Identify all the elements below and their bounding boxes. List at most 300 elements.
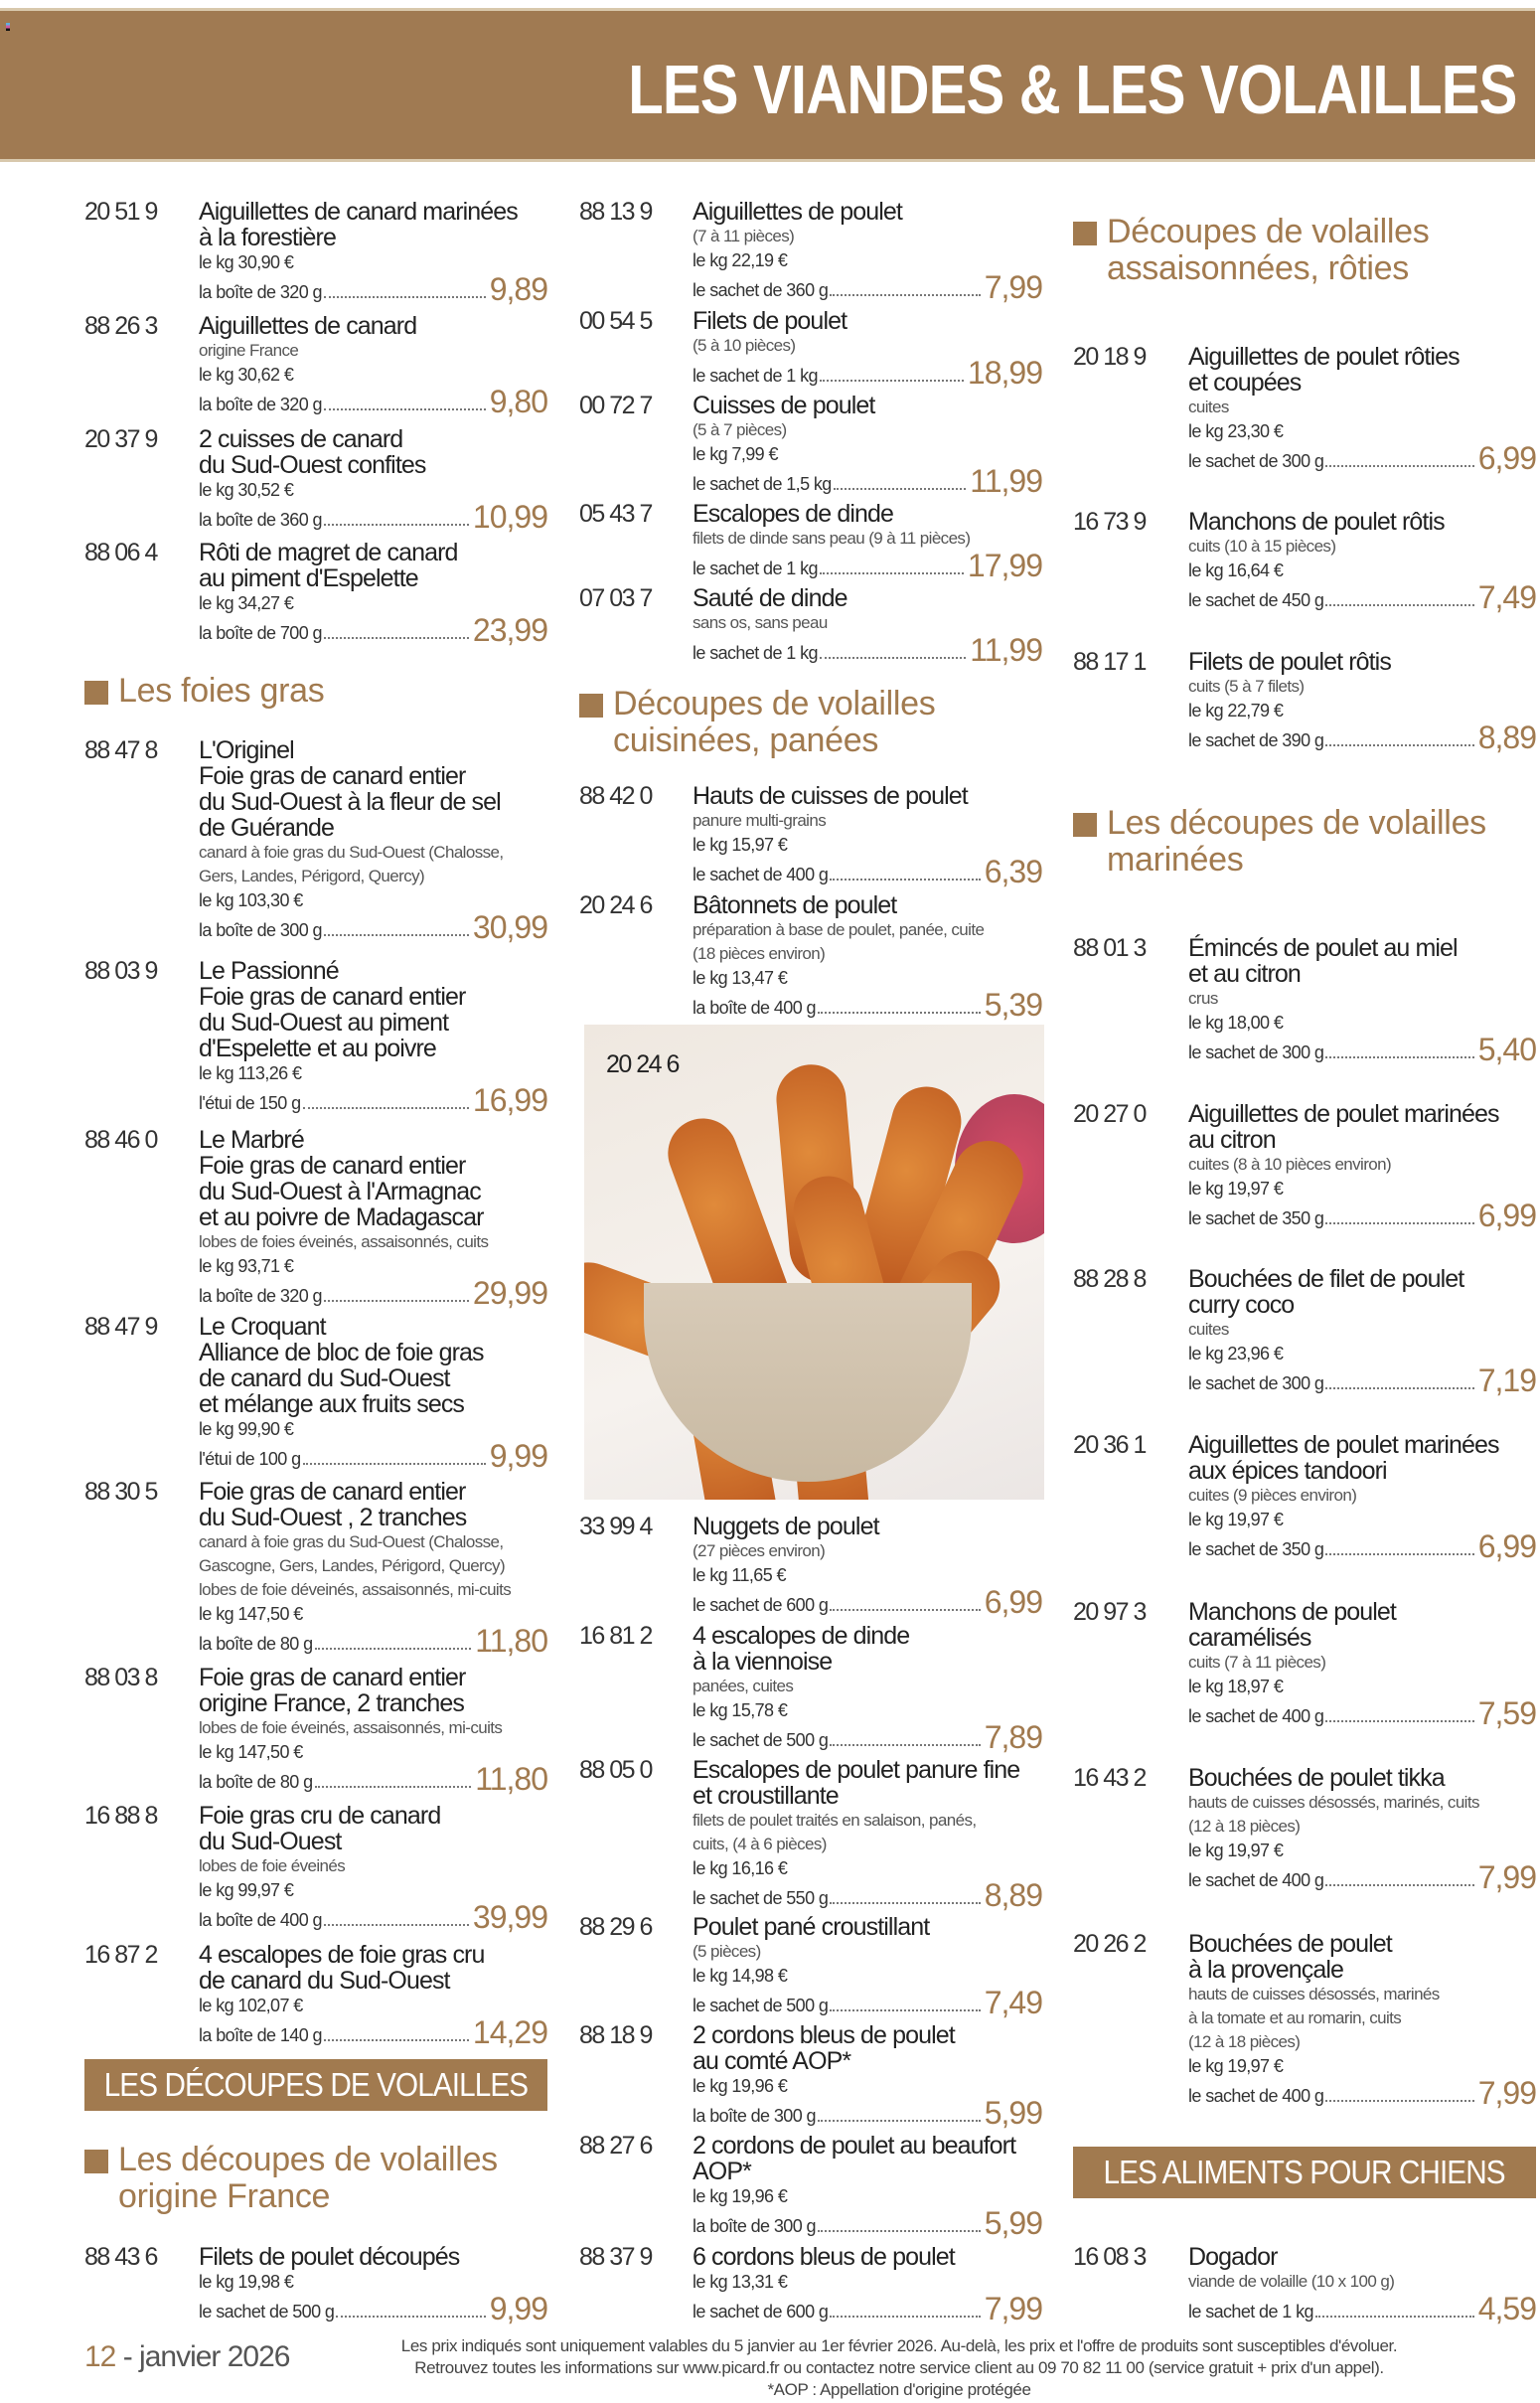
product-name: Émincés de poulet au miel et au citron (1188, 934, 1458, 988)
price-per-kg: le kg 16,16 € (693, 1858, 788, 1878)
product-body (693, 500, 1042, 583)
unit-price-row (1188, 720, 1536, 755)
dot-leader (1325, 1222, 1473, 1224)
dot-leader (324, 2039, 469, 2041)
product-name: Filets de poulet (693, 307, 847, 335)
package-size: le sachet de 450 g (1188, 590, 1324, 610)
product-name: Le Passionné Foie gras de canard entier du Sud-Ouest au piment d'Espelette et au poivre (199, 957, 466, 1062)
product-body (693, 2243, 1042, 2326)
product-price: 6,99 (1477, 1528, 1536, 1564)
dot-leader (303, 1107, 469, 1109)
product-body (1188, 1930, 1536, 2111)
unit-price-row (1188, 1198, 1536, 1233)
product-price: 7,49 (1477, 579, 1536, 615)
price-per-kg: le kg 147,50 € (199, 1742, 303, 1762)
product-body (1188, 1100, 1536, 1233)
price-per-kg: le kg 23,30 € (1188, 421, 1284, 441)
product-price: 10,99 (472, 499, 547, 535)
price-per-kg: le kg 147,50 € (199, 1604, 303, 1624)
product-body (1188, 934, 1536, 1067)
price-per-kg: le kg 15,78 € (693, 1700, 788, 1720)
product-detail: cuites (1188, 1320, 1229, 1339)
dot-leader (830, 1902, 980, 1904)
package-size: la boîte de 320 g (199, 395, 322, 414)
product-name: Aiguillettes de poulet marinées aux épices tandoori (1188, 1431, 1499, 1485)
unit-price-row (199, 2014, 547, 2050)
product-code: 07 03 7 (579, 584, 652, 612)
product-detail: lobes de foies éveinés, assaisonnés, cuits (199, 1232, 489, 1251)
dot-leader (830, 2316, 980, 2318)
product-code: 16 43 2 (1073, 1764, 1146, 1792)
unit-price-row (1188, 1362, 1536, 1398)
bowl (644, 1283, 972, 1482)
dot-leader (315, 1648, 472, 1650)
unit-price-row (199, 1761, 547, 1797)
product-detail: cuits (5 à 7 filets) (1188, 677, 1305, 696)
square-bullet-icon (84, 2150, 108, 2173)
price-per-kg: le kg 19,97 € (1188, 1510, 1284, 1529)
package-size: la boîte de 320 g (199, 282, 322, 302)
product-detail: canard à foie gras du Sud-Ouest (Chalosse, (199, 843, 504, 862)
product-detail: filets de poulet traités en salaison, panés, (693, 1811, 977, 1830)
unit-price-row (199, 2291, 547, 2326)
product-name: 4 escalopes de dinde à la viennoise (693, 1622, 910, 1676)
price-per-kg: le kg 93,71 € (199, 1256, 294, 1276)
dot-leader (820, 572, 964, 574)
package-size: le sachet de 350 g (1188, 1539, 1324, 1559)
package-size: le sachet de 1 kg (693, 559, 818, 578)
product-price: 5,40 (1477, 1032, 1536, 1067)
product-detail: (5 à 7 pièces) (693, 420, 787, 439)
package-size: le sachet de 500 g (693, 1730, 829, 1750)
package-size: la boîte de 80 g (199, 1772, 313, 1792)
price-per-kg: le kg 16,64 € (1188, 561, 1284, 580)
package-size: le sachet de 600 g (693, 1595, 829, 1615)
product-code: 88 05 0 (579, 1756, 652, 1784)
product-detail: cuites (1188, 398, 1229, 416)
product-price: 17,99 (967, 548, 1042, 583)
package-size: le sachet de 350 g (1188, 1208, 1324, 1228)
product-name: 2 cordons de poulet au beaufort AOP* (693, 2132, 1016, 2185)
square-bullet-icon (84, 681, 108, 705)
product-detail: sans os, sans peau (693, 613, 828, 632)
dot-leader (324, 408, 486, 410)
product-name: Cuisses de poulet (693, 392, 875, 419)
product-body (1188, 508, 1536, 615)
dot-leader (830, 879, 980, 881)
product-price: 9,80 (489, 384, 547, 419)
unit-price-row (693, 1719, 1042, 1755)
product-detail: canard à foie gras du Sud-Ouest (Chalosse, (199, 1532, 504, 1551)
product-price: 39,99 (472, 1899, 547, 1935)
price-per-kg: le kg 18,97 € (1188, 1677, 1284, 1696)
product-code: 20 27 0 (1073, 1100, 1146, 1128)
product-body (1188, 1598, 1536, 1731)
product-name: Rôti de magret de canard au piment d'Espelette (199, 539, 458, 592)
product-name: Bouchées de filet de poulet curry coco (1188, 1265, 1464, 1319)
dot-leader (336, 2316, 485, 2318)
product-code: 20 97 3 (1073, 1598, 1146, 1626)
product-price: 16,99 (472, 1082, 547, 1118)
product-body (199, 198, 547, 307)
dot-leader (830, 294, 980, 296)
dot-leader (324, 1924, 469, 1926)
section-heading-text: Les découpes de volailles marinées (1107, 804, 1486, 879)
product-detail: hauts de cuisses désossés, marinés, cuits (1188, 1793, 1479, 1812)
product-code: 20 37 9 (84, 425, 157, 453)
product-price: 7,99 (1477, 1859, 1536, 1895)
price-per-kg: le kg 19,97 € (1188, 1179, 1284, 1199)
product-body (693, 198, 1042, 305)
product-body (693, 2132, 1042, 2241)
price-per-kg: le kg 30,52 € (199, 480, 294, 500)
product-code: 88 27 6 (579, 2132, 652, 2160)
unit-price-row (199, 909, 547, 945)
product-name: Foie gras de canard entier origine France, 2 tranches (199, 1664, 466, 1717)
product-price: 11,80 (475, 1761, 547, 1797)
price-per-kg: le kg 11,65 € (693, 1565, 786, 1585)
package-size: le sachet de 550 g (693, 1888, 829, 1908)
product-body (199, 425, 547, 535)
product-body (1188, 1431, 1536, 1564)
product-body (693, 1622, 1042, 1755)
product-name: Manchons de poulet rôtis (1188, 508, 1445, 536)
product-body (1188, 1265, 1536, 1398)
square-bullet-icon (1073, 222, 1097, 245)
product-name: 4 escalopes de foie gras cru de canard du Sud-Ouest (199, 1941, 485, 1995)
dot-leader (818, 2120, 981, 2122)
dot-leader (820, 657, 966, 659)
product-name: Aiguillettes de poulet marinées au citron (1188, 1100, 1499, 1154)
product-detail: (12 à 18 pièces) (1188, 2032, 1301, 2051)
package-size: la boîte de 360 g (199, 510, 322, 530)
package-size: le sachet de 400 g (1188, 2086, 1324, 2106)
product-price: 11,99 (970, 632, 1042, 668)
product-body (1188, 648, 1536, 755)
package-size: la boîte de 300 g (199, 920, 322, 940)
product-code: 00 72 7 (579, 392, 652, 419)
product-code: 88 43 6 (84, 2243, 157, 2271)
section-heading (579, 686, 935, 759)
dot-leader (1325, 1387, 1473, 1389)
dot-leader (1325, 744, 1473, 746)
price-per-kg: le kg 99,97 € (199, 1880, 294, 1900)
product-price: 7,19 (1477, 1362, 1536, 1398)
price-per-kg: le kg 13,31 € (693, 2272, 788, 2292)
product-body (693, 891, 1042, 1023)
product-detail: panure multi-grains (693, 811, 827, 830)
product-name: Dogador (1188, 2243, 1278, 2271)
product-name: Filets de poulet rôtis (1188, 648, 1391, 676)
product-photo (584, 1025, 1044, 1500)
package-size: le sachet de 390 g (1188, 730, 1324, 750)
page-title: LES VIANDES & LES VOLAILLES (628, 51, 1517, 128)
product-name: Nuggets de poulet (693, 1513, 879, 1540)
package-size: la boîte de 400 g (199, 1910, 322, 1930)
product-name: Escalopes de dinde (693, 500, 894, 528)
product-name: Foie gras cru de canard du Sud-Ouest (199, 1802, 441, 1855)
price-per-kg: le kg 99,90 € (199, 1419, 294, 1439)
product-code: 00 54 5 (579, 307, 652, 335)
price-per-kg: le kg 7,99 € (693, 444, 778, 464)
unit-price-row (199, 384, 547, 419)
package-size: la boîte de 400 g (693, 998, 816, 1018)
price-per-kg: le kg 23,96 € (1188, 1344, 1284, 1363)
unit-price-row (693, 1877, 1042, 1913)
dot-leader (1325, 1056, 1473, 1058)
product-code: 20 24 6 (579, 891, 652, 919)
product-body (1188, 1764, 1536, 1895)
page-number: 12 (84, 2340, 116, 2373)
package-size: le sachet de 360 g (693, 280, 829, 300)
dot-leader (834, 488, 967, 490)
product-detail: (5 à 10 pièces) (693, 336, 796, 355)
product-detail: à la tomate et au romarin, cuits (1188, 2008, 1402, 2027)
product-detail: cuits (7 à 11 pièces) (1188, 1653, 1326, 1672)
product-code: 88 26 3 (84, 312, 157, 340)
dot-leader (830, 1609, 980, 1611)
package-size: le sachet de 600 g (693, 2302, 829, 2322)
dot-leader (324, 1300, 469, 1302)
product-name: Aiguillettes de canard (199, 312, 417, 340)
package-size: la boîte de 300 g (693, 2216, 816, 2236)
product-detail: (18 pièces environ) (693, 944, 826, 963)
package-size: le sachet de 1 kg (693, 366, 818, 386)
product-detail: crus (1188, 989, 1218, 1008)
product-name: Escalopes de poulet panure fine et croustillante (693, 1756, 1020, 1810)
product-price: 8,89 (984, 1877, 1042, 1913)
unit-price-row (693, 987, 1042, 1023)
dot-leader (303, 1463, 486, 1465)
product-price: 7,59 (1477, 1695, 1536, 1731)
dot-leader (1325, 604, 1473, 606)
product-body (693, 307, 1042, 391)
product-code: 16 81 2 (579, 1622, 652, 1650)
product-name: Poulet pané croustillant (693, 1913, 930, 1941)
package-size: l'étui de 150 g (199, 1093, 301, 1113)
unit-price-row (199, 271, 547, 307)
product-name: Aiguillettes de poulet (693, 198, 902, 226)
product-body (199, 1802, 547, 1935)
product-name: Bouchées de poulet tikka (1188, 1764, 1445, 1792)
dot-leader (324, 934, 469, 936)
product-price: 8,89 (1477, 720, 1536, 755)
category-banner (1073, 2147, 1536, 2198)
unit-price-row (1188, 1528, 1536, 1564)
product-name: Le Croquant Alliance de bloc de foie gras de canard du Sud-Ouest et mélange aux fruits secs (199, 1313, 484, 1418)
product-code: 16 08 3 (1073, 2243, 1146, 2271)
product-name: 2 cuisses de canard du Sud-Ouest confites (199, 425, 426, 479)
product-code: 05 43 7 (579, 500, 652, 528)
price-per-kg: le kg 30,62 € (199, 365, 294, 385)
price-per-kg: le kg 19,96 € (693, 2186, 788, 2206)
product-name: Sauté de dinde (693, 584, 847, 612)
product-detail: (27 pièces environ) (693, 1541, 826, 1560)
package-size: le sachet de 500 g (199, 2302, 335, 2322)
unit-price-row (199, 612, 547, 648)
unit-price-row (199, 1082, 547, 1118)
product-code: 16 88 8 (84, 1802, 157, 1830)
section-heading-text: Découpes de volailles cuisinées, panées (613, 685, 936, 759)
product-name: Manchons de poulet caramélisés (1188, 1598, 1396, 1652)
product-body (693, 1756, 1042, 1913)
product-price: 9,99 (489, 1438, 547, 1474)
product-detail: (5 pièces) (693, 1942, 761, 1961)
category-banner-text: LES ALIMENTS POUR CHIENS (1103, 2154, 1506, 2190)
product-price: 4,59 (1477, 2291, 1536, 2326)
package-size: le sachet de 400 g (1188, 1706, 1324, 1726)
unit-price-row (693, 1985, 1042, 2020)
dot-leader (324, 524, 469, 526)
product-body (199, 539, 547, 648)
product-body (199, 2243, 547, 2326)
product-name: Aiguillettes de poulet rôties et coupées (1188, 343, 1460, 397)
unit-price-row (693, 355, 1042, 391)
product-price: 6,99 (1477, 1198, 1536, 1233)
product-body (693, 392, 1042, 499)
product-price: 14,29 (472, 2014, 547, 2050)
package-size: le sachet de 1,5 kg (693, 474, 832, 494)
dot-leader (315, 1786, 472, 1788)
unit-price-row (1188, 2291, 1536, 2326)
product-name: Bouchées de poulet à la provençale (1188, 1930, 1392, 1984)
dot-leader (830, 2009, 980, 2011)
product-price: 30,99 (472, 909, 547, 945)
product-price: 5,99 (984, 2205, 1042, 2241)
product-detail: Gers, Landes, Périgord, Quercy) (199, 867, 425, 885)
page-footer (84, 2340, 289, 2374)
product-price: 9,99 (489, 2291, 547, 2326)
package-size: le sachet de 300 g (1188, 451, 1324, 471)
price-per-kg: le kg 19,97 € (1188, 2056, 1284, 2076)
price-per-kg: le kg 102,07 € (199, 1996, 303, 2015)
product-detail: filets de dinde sans peau (9 à 11 pièces) (693, 529, 971, 548)
unit-price-row (199, 1275, 547, 1311)
product-body (199, 1126, 547, 1311)
product-code: 88 47 9 (84, 1313, 157, 1341)
product-detail: (7 à 11 pièces) (693, 227, 795, 245)
product-body (199, 312, 547, 419)
product-body (693, 2021, 1042, 2131)
product-name: 2 cordons bleus de poulet au comté AOP* (693, 2021, 955, 2075)
product-code: 20 26 2 (1073, 1930, 1146, 1958)
price-per-kg: le kg 19,96 € (693, 2076, 788, 2096)
product-body (693, 782, 1042, 889)
unit-price-row (1188, 1695, 1536, 1731)
package-size: le sachet de 1 kg (693, 643, 818, 663)
product-detail: origine France (199, 341, 299, 360)
dot-leader (1325, 1884, 1473, 1886)
product-code: 16 73 9 (1073, 508, 1146, 536)
product-price: 29,99 (472, 1275, 547, 1311)
product-price: 7,49 (984, 1985, 1042, 2020)
product-detail: cuites (8 à 10 pièces environ) (1188, 1155, 1392, 1174)
product-body (693, 584, 1042, 668)
section-heading (84, 673, 324, 710)
product-detail: préparation à base de poulet, panée, cuite (693, 920, 985, 939)
package-size: le sachet de 300 g (1188, 1373, 1324, 1393)
section-heading-text: Les foies gras (118, 672, 325, 710)
unit-price-row (199, 1623, 547, 1659)
square-bullet-icon (1073, 813, 1097, 837)
product-code: 88 03 9 (84, 957, 157, 985)
product-price: 7,89 (984, 1719, 1042, 1755)
package-size: la boîte de 80 g (199, 1634, 313, 1654)
unit-price-row (199, 1438, 547, 1474)
product-name: Hauts de cuisses de poulet (693, 782, 968, 810)
dot-leader (1325, 2100, 1473, 2102)
unit-price-row (693, 548, 1042, 583)
product-price: 6,99 (984, 1584, 1042, 1620)
page-header-band (0, 8, 1535, 162)
dot-leader (1315, 2316, 1474, 2318)
price-per-kg: le kg 30,90 € (199, 252, 294, 272)
product-detail: cuites (9 pièces environ) (1188, 1486, 1357, 1505)
unit-price-row (1188, 2075, 1536, 2111)
product-body (693, 1913, 1042, 2020)
product-price: 7,99 (984, 269, 1042, 305)
product-price: 9,89 (489, 271, 547, 307)
product-code: 16 87 2 (84, 1941, 157, 1969)
product-price: 7,99 (1477, 2075, 1536, 2111)
dot-leader (1325, 1720, 1473, 1722)
product-detail: Gascogne, Gers, Landes, Périgord, Quercy) (199, 1556, 506, 1575)
price-per-kg: le kg 19,97 € (1188, 1841, 1284, 1860)
photo-product-code: 20 24 6 (606, 1050, 679, 1078)
note-line: Retrouvez toutes les informations sur www.picard.fr ou contactez notre service client au 09 70 82 11 00 (service gratuit + prix d'un appel). (414, 2358, 1384, 2377)
product-code: 88 06 4 (84, 539, 157, 566)
product-body (1188, 343, 1536, 476)
product-body (693, 1513, 1042, 1620)
unit-price-row (1188, 1859, 1536, 1895)
product-detail: viande de volaille (10 x 100 g) (1188, 2272, 1395, 2291)
product-name: Bâtonnets de poulet (693, 891, 897, 919)
product-name: Foie gras de canard entier du Sud-Ouest , 2 tranches (199, 1478, 467, 1531)
product-code: 88 47 8 (84, 736, 157, 764)
note-line: *AOP : Appellation d'origine protégée (767, 2380, 1031, 2399)
dot-leader (820, 380, 964, 382)
product-code: 88 28 8 (1073, 1265, 1146, 1293)
note-line: Les prix indiqués sont uniquement valables du 5 janvier au 1er février 2026. Au-delà, les prix et l'offre de produits sont susceptibles d'évoluer. (400, 2336, 1398, 2355)
unit-price-row (693, 269, 1042, 305)
product-price: 11,99 (970, 463, 1042, 499)
unit-price-row (199, 499, 547, 535)
product-code: 20 18 9 (1073, 343, 1146, 371)
product-code: 88 30 5 (84, 1478, 157, 1506)
price-per-kg: le kg 19,98 € (199, 2272, 294, 2292)
section-heading (84, 2142, 498, 2215)
dot-leader (1325, 465, 1473, 467)
legal-notes (328, 2335, 1470, 2401)
product-body (199, 957, 547, 1118)
product-body (199, 1478, 547, 1659)
category-banner-text: LES DÉCOUPES DE VOLAILLES (103, 2066, 529, 2103)
product-price: 5,99 (984, 2095, 1042, 2131)
product-code: 20 51 9 (84, 198, 157, 226)
product-detail: lobes de foie éveinés, assaisonnés, mi-cuits (199, 1718, 503, 1737)
issue-date: - janvier 2026 (115, 2340, 290, 2373)
dot-leader (324, 296, 486, 298)
unit-price-row (693, 2205, 1042, 2241)
package-size: le sachet de 500 g (693, 1996, 829, 2015)
product-code: 88 13 9 (579, 198, 652, 226)
product-name: Le Marbré Foie gras de canard entier du Sud-Ouest à l'Armagnac et au poivre de Madagascar (199, 1126, 484, 1231)
package-size: le sachet de 400 g (693, 865, 829, 884)
product-code: 88 37 9 (579, 2243, 652, 2271)
dot-leader (830, 1744, 980, 1746)
product-name: Filets de poulet découpés (199, 2243, 460, 2271)
product-code: 88 01 3 (1073, 934, 1146, 962)
